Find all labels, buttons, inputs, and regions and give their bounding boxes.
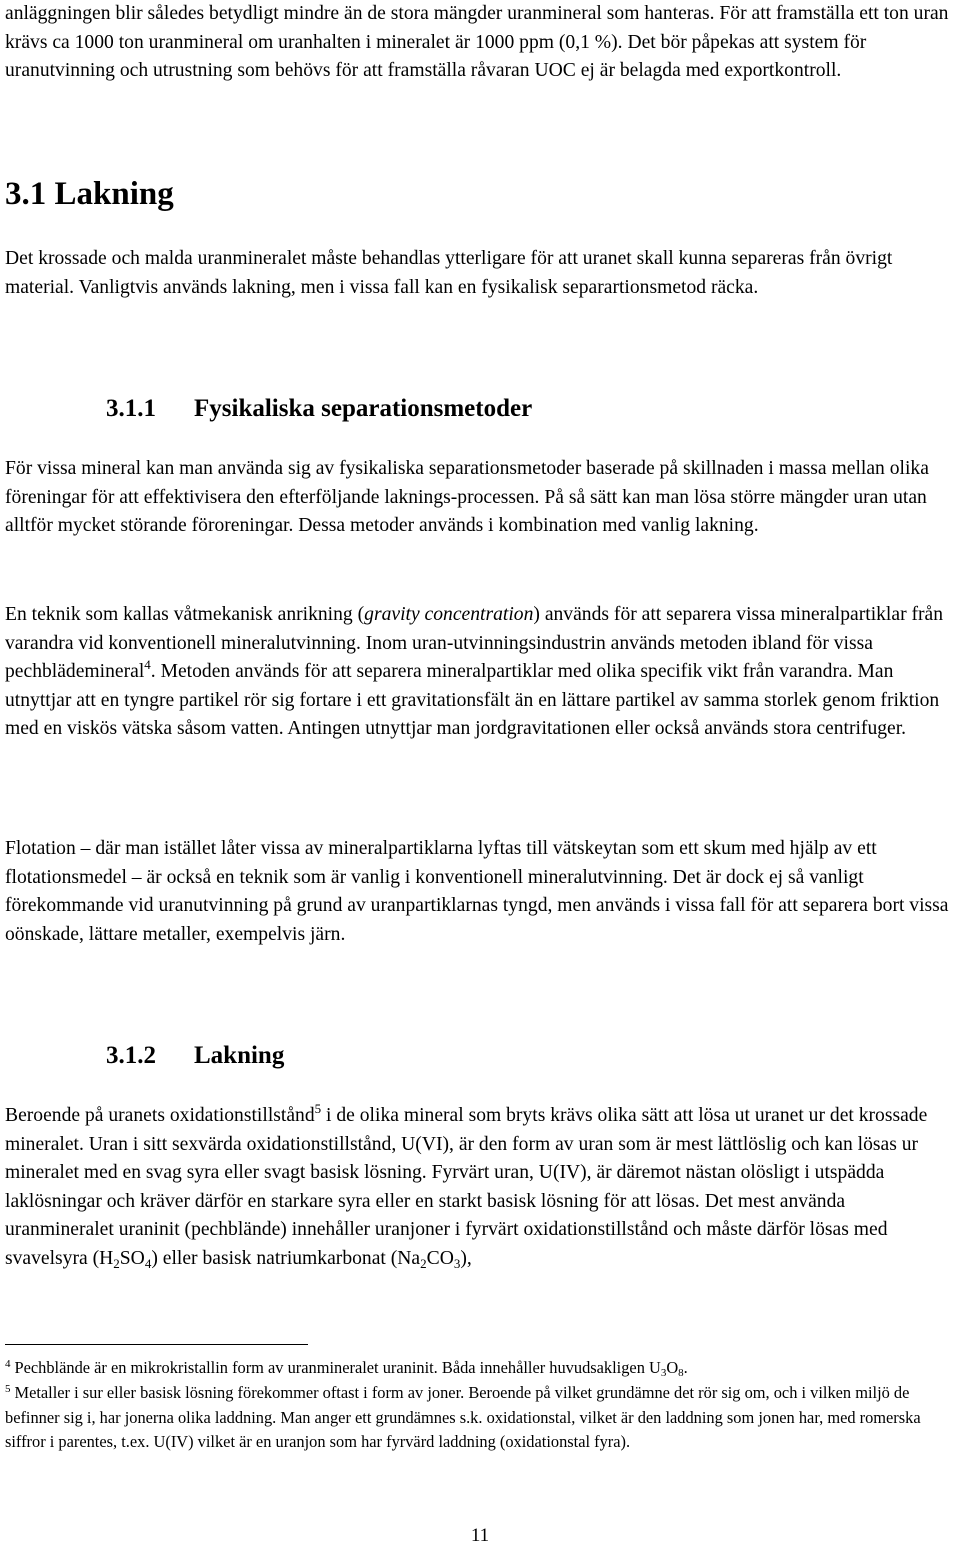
text-run: CO bbox=[426, 1247, 454, 1269]
footnote-5 bbox=[5, 1381, 954, 1455]
section-number: 3.1.1 bbox=[106, 395, 156, 422]
section-heading-3-1-2 bbox=[106, 1040, 284, 1072]
text-run: Beroende på uranets oxidationstillstånd bbox=[5, 1105, 315, 1126]
footnote-ref-5: 5 bbox=[314, 1101, 322, 1116]
text-run: Metaller i sur eller basisk lösning förekommer oftast i form av joner. Beroende på vilket grundämne det rör sig om, och i vilken miljö de befinner sig i, har jonerna olika laddning. Man anger ett grundämnes s.k. oxidationstal, vilket är den laddning som jonen har, med romerska siffror i parentes, t.ex. U(IV) vilket är en uranjon som har fyrvärd laddning (oxidationstal fyra). bbox=[5, 1383, 921, 1451]
text-run: . bbox=[683, 1358, 688, 1377]
text-run: En teknik som kallas våtmekanisk anrikning ( bbox=[5, 604, 365, 625]
text-run: ) eller basisk natriumkarbonat (Na bbox=[151, 1247, 421, 1269]
footnote-4 bbox=[5, 1356, 954, 1381]
intro-paragraph: anläggningen blir således betydligt mindre än de stora mängder uranmineral som hanteras. För att framställa ett ton uran krävs ca 1000 ton uranmineral om uranhalten i mineralet är 1000 ppm (0,1 %). Det bör påpekas att system för uranutvinning och utrustning som behövs för att framställa råvaran UOC ej är belagda med exportkontroll. bbox=[5, 3, 949, 82]
section-heading-3-1: 3.1 Lakning bbox=[5, 176, 174, 212]
section-3-1-1-paragraph-3: Flotation – där man istället låter vissa av mineralpartiklarna lyftas till vätskeytan som ett skum med hjälp av ett flotationsmedel – är också en teknik som är vanlig i konventionell mineralutvinning. Det är dock ej så vanligt förekommande vid uranutvinning på grund av uranpartiklarnas tyngd, men används i vissa fall för att separera bort vissa oönskade, lättare metaller, exempelvis järn. bbox=[5, 838, 949, 945]
section-number: 3.1.2 bbox=[106, 1042, 156, 1069]
text-run: i de olika mineral som bryts krävs olika sätt att lösa ut uranet ur det krossade mineralet. Uran i sitt sexvärda oxidationstillstånd, U(VI), är den form av uran som är mest lättlöslig och kan lösas ur mineralet med en svag syra eller svagt basisk lösning. Fyrvärt uran, U(IV), är däremot nästan olösligt i utspädda laklösningar och kräver därför en starkare syra eller en starkt basisk lösning för att lösas. Det mest använda uranmineralet uraninit (pechblände) innehåller uranjoner i fyrvärt oxidationstillstånd och måste därför lösas med svavelsyra (H bbox=[5, 1105, 928, 1269]
section-3-1-2-paragraph bbox=[5, 1102, 954, 1274]
text-run: Pechblände är en mikrokristallin form av uranmineralet uraninit. Båda innehåller huvudsakligen U bbox=[14, 1358, 661, 1377]
subscript: 2 bbox=[113, 1255, 120, 1271]
footnote-marker: 5 bbox=[5, 1383, 11, 1395]
section-3-1-paragraph: Det krossade och malda uranmineralet måste behandlas ytterligare för att uranet skall kunna separeras från övrigt material. Vanligtvis används lakning, men i vissa fall kan en fysikalisk separartionsmetod räcka. bbox=[5, 248, 893, 298]
footnote-separator bbox=[5, 1344, 308, 1345]
section-3-1-1-paragraph-1: För vissa mineral kan man använda sig av fysikaliska separationsmetoder baserade på skillnaden i massa mellan olika föreningar för att effektivisera den efterföljande laknings-processen. På så sätt kan man lösa större mängder uran utan alltför mycket störande föroreningar. Dessa metoder används i kombination med vanlig lakning. bbox=[5, 458, 929, 537]
section-heading-3-1-1 bbox=[106, 393, 532, 425]
text-run: ), bbox=[460, 1247, 472, 1269]
page-number: 11 bbox=[470, 1525, 490, 1546]
subscript: 2 bbox=[420, 1255, 427, 1271]
italic-term: gravity concentration bbox=[364, 604, 534, 625]
subscript: 4 bbox=[144, 1255, 152, 1271]
text-run: O bbox=[666, 1358, 679, 1377]
text-run: ) används för att separera vissa mineralpartiklar från varandra vid konventionell mineralutvinning. Inom uran-utvinningsindustrin används metoden ibland för vissa pechblädemineral bbox=[5, 604, 944, 683]
subscript: 8 bbox=[678, 1367, 684, 1379]
subscript: 3 bbox=[453, 1255, 461, 1271]
section-title: Fysikaliska separationsmetoder bbox=[194, 395, 533, 422]
section-title: Lakning bbox=[194, 1042, 285, 1069]
footnote-marker: 4 bbox=[5, 1358, 11, 1370]
subscript: 3 bbox=[660, 1367, 667, 1379]
footnote-ref-4: 4 bbox=[144, 657, 151, 673]
text-run: SO bbox=[119, 1247, 145, 1269]
section-3-1-1-paragraph-2 bbox=[5, 601, 954, 744]
text-run: . Metoden används för att separera mineralpartiklar med olika specifik vikt från varandra. Man utnyttjar att en tyngre partikel rör sig fortare i ett gravitationsfält än en lättare partikel av samma storlek genom friktion med en viskös vätska såsom vatten. Antingen utnyttjar man jordgravitationen eller också används stora centrifuger. bbox=[5, 661, 940, 740]
